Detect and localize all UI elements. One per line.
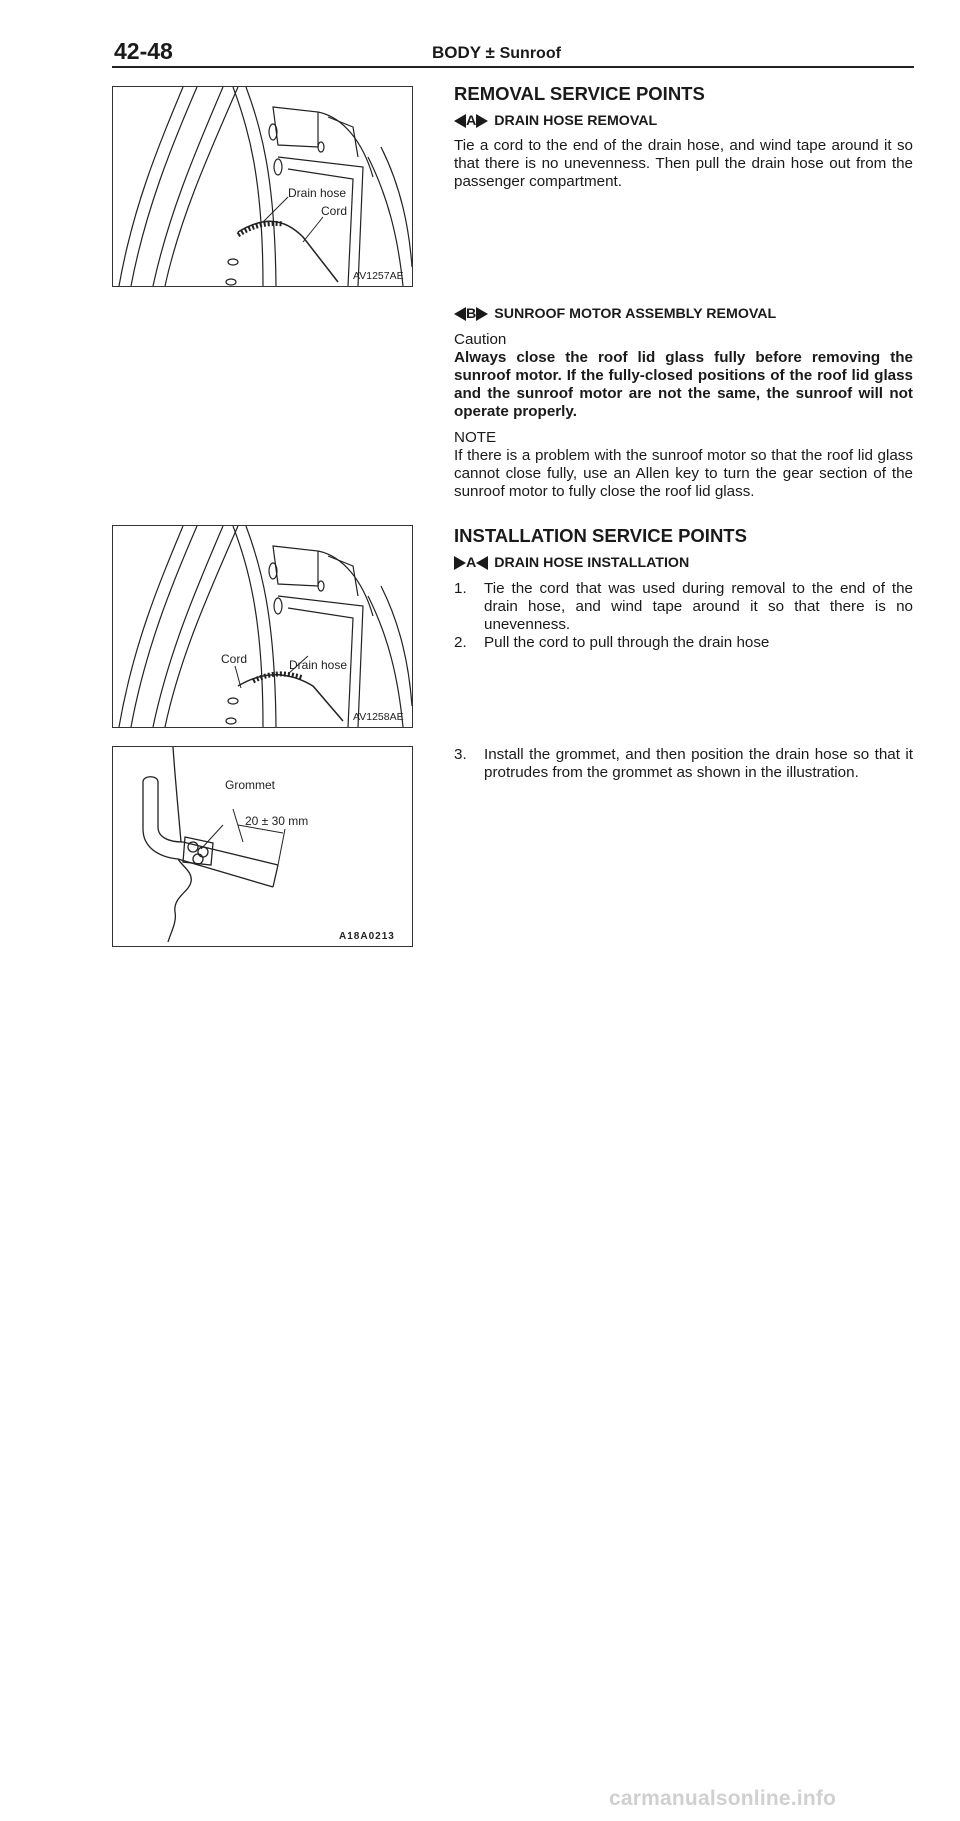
removal-b-marker	[454, 305, 488, 323]
step-number: 3.	[454, 746, 467, 763]
removal-a-heading	[454, 112, 913, 130]
installation-step-3	[454, 746, 913, 782]
label-cord: Cord	[221, 652, 248, 666]
installation-a-title: DRAIN HOSE INSTALLATION	[494, 555, 690, 571]
right-triangle-icon	[476, 307, 488, 321]
marker-letter: B	[466, 306, 477, 322]
removal-a-text: Tie a cord to the end of the drain hose, and wind tape around it so that there is no unevenness. Then pull the drain hose out from the passenger compartment.	[454, 137, 913, 190]
step-2	[454, 634, 913, 652]
removal-b-heading	[454, 305, 913, 323]
right-triangle-icon	[476, 114, 488, 128]
installation-heading: INSTALLATION SERVICE POINTS	[454, 525, 747, 546]
removal-heading: REMOVAL SERVICE POINTS	[454, 83, 705, 104]
left-triangle-icon	[454, 307, 466, 321]
removal-b-title: SUNROOF MOTOR ASSEMBLY REMOVAL	[494, 306, 777, 322]
left-triangle-icon	[454, 114, 466, 128]
step-text: Tie the cord that was used during removal to the end of the drain hose, and wind tape around it so that there is no unevenness.	[484, 580, 913, 633]
step-3	[454, 746, 913, 782]
caution-text: Always close the roof lid glass fully before removing the sunroof motor. If the fully-closed positions of the roof lid glass and the sunroof motor are not the same, the sunroof will not operate properly.	[454, 349, 913, 420]
note-text: If there is a problem with the sunroof motor so that the roof lid glass cannot close fully, use an Allen key to turn the gear section of the sunroof motor to fully close the roof lid glass.	[454, 447, 913, 500]
drain-hose-removal-illustration	[113, 87, 412, 286]
label-cord: Cord	[321, 204, 348, 218]
figure-code: AV1258AE	[353, 711, 404, 723]
figure-code: A18A0213	[339, 931, 395, 942]
step-text: Install the grommet, and then position the drain hose so that it protrudes from the grommet as shown in the illustration.	[484, 746, 913, 781]
removal-a-marker	[454, 112, 488, 130]
label-drain-hose: Drain hose	[288, 186, 347, 200]
installation-a-marker	[454, 554, 488, 572]
section-subtitle: Sunroof	[499, 45, 561, 62]
grommet-illustration	[113, 747, 412, 946]
figure-drain-hose-removal	[112, 86, 413, 287]
label-grommet: Grommet	[225, 778, 276, 792]
installation-a-heading	[454, 554, 913, 572]
removal-b-section	[454, 305, 913, 501]
drain-hose-installation-illustration	[113, 526, 412, 727]
left-triangle-icon	[476, 556, 488, 570]
caution-label: Caution	[454, 331, 507, 348]
step-number: 2.	[454, 634, 467, 651]
figure-drain-hose-installation	[112, 525, 413, 728]
header-rule	[112, 66, 914, 68]
figure-code: AV1257AE	[353, 270, 404, 282]
label-drain-hose: Drain hose	[289, 658, 348, 672]
installation-section	[454, 525, 913, 652]
marker-letter: A	[466, 555, 477, 571]
step-number: 1.	[454, 580, 467, 597]
removal-a-title: DRAIN HOSE REMOVAL	[494, 113, 658, 129]
step-text: Pull the cord to pull through the drain hose	[484, 634, 770, 651]
watermark: carmanualsonline.info	[609, 1787, 837, 1810]
section-title	[432, 43, 561, 63]
page-number: 42-48	[114, 38, 173, 64]
marker-letter: A	[466, 113, 477, 129]
section-title-main: BODY ±	[432, 43, 500, 62]
right-triangle-icon	[454, 556, 466, 570]
figure-grommet-position	[112, 746, 413, 947]
step-1	[454, 580, 913, 634]
note-label: NOTE	[454, 429, 497, 446]
removal-section	[454, 83, 913, 191]
label-dimension: 20 ± 30 mm	[245, 814, 309, 828]
